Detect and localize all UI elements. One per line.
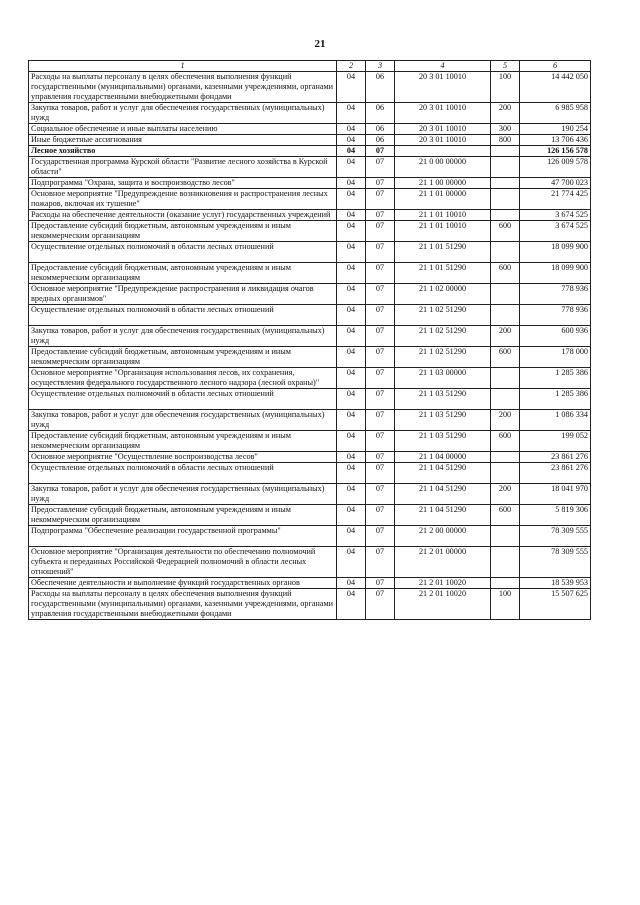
row-amount: 1 285 386 <box>520 368 591 389</box>
row-subsection: 07 <box>366 368 395 389</box>
row-subsection: 06 <box>366 72 395 103</box>
row-expense-type <box>491 526 520 547</box>
table-row <box>29 347 591 368</box>
row-expense-type <box>491 578 520 589</box>
row-expense-type: 600 <box>491 221 520 242</box>
row-amount: 18 041 970 <box>520 484 591 505</box>
row-expense-type <box>491 284 520 305</box>
row-section: 04 <box>337 146 366 157</box>
row-amount: 190 254 <box>520 124 591 135</box>
table-row <box>29 210 591 221</box>
row-target-article: 21 2 01 00000 <box>395 547 491 578</box>
row-name: Основное мероприятие "Предупреждение возникновения и распространения лесных пожаров, включая их тушение" <box>29 189 337 210</box>
table-row <box>29 178 591 189</box>
row-section: 04 <box>337 589 366 620</box>
row-expense-type: 100 <box>491 589 520 620</box>
row-amount: 18 099 900 <box>520 263 591 284</box>
table-row <box>29 135 591 146</box>
row-subsection: 07 <box>366 242 395 263</box>
row-expense-type <box>491 210 520 221</box>
row-subsection: 07 <box>366 578 395 589</box>
row-target-article: 20 3 01 10010 <box>395 103 491 124</box>
header-cell: 2 <box>337 61 366 72</box>
row-section: 04 <box>337 157 366 178</box>
table-row <box>29 146 591 157</box>
row-section: 04 <box>337 305 366 326</box>
row-section: 04 <box>337 389 366 410</box>
row-name: Предоставление субсидий бюджетным, автономным учреждениям и иным некоммерческим организациям <box>29 505 337 526</box>
row-subsection: 07 <box>366 505 395 526</box>
row-name: Предоставление субсидий бюджетным, автономным учреждениям и иным некоммерческим организациям <box>29 431 337 452</box>
row-target-article: 21 2 01 10020 <box>395 589 491 620</box>
row-section: 04 <box>337 124 366 135</box>
row-expense-type <box>491 242 520 263</box>
row-name: Лесное хозяйство <box>29 146 337 157</box>
row-amount: 23 861 276 <box>520 463 591 484</box>
row-subsection: 07 <box>366 484 395 505</box>
row-subsection: 07 <box>366 189 395 210</box>
row-expense-type: 200 <box>491 326 520 347</box>
row-name: Подпрограмма "Обеспечение реализации государственной программы" <box>29 526 337 547</box>
table-row <box>29 463 591 484</box>
row-section: 04 <box>337 410 366 431</box>
table-row <box>29 589 591 620</box>
row-target-article: 21 1 01 10010 <box>395 221 491 242</box>
row-subsection: 07 <box>366 589 395 620</box>
row-target-article: 20 3 01 10010 <box>395 72 491 103</box>
row-subsection: 07 <box>366 326 395 347</box>
row-section: 04 <box>337 526 366 547</box>
row-subsection: 07 <box>366 526 395 547</box>
row-name: Осуществление отдельных полномочий в области лесных отношений <box>29 463 337 484</box>
row-target-article: 21 1 01 51290 <box>395 242 491 263</box>
row-amount: 78 309 555 <box>520 547 591 578</box>
row-amount: 18 099 900 <box>520 242 591 263</box>
row-name: Основное мероприятие "Осуществление воспроизводства лесов" <box>29 452 337 463</box>
row-section: 04 <box>337 189 366 210</box>
row-subsection: 07 <box>366 305 395 326</box>
row-target-article: 21 1 03 51290 <box>395 431 491 452</box>
table-row <box>29 103 591 124</box>
row-section: 04 <box>337 135 366 146</box>
row-target-article: 21 0 00 00000 <box>395 157 491 178</box>
row-target-article: 21 1 03 00000 <box>395 368 491 389</box>
row-expense-type: 100 <box>491 72 520 103</box>
row-expense-type <box>491 146 520 157</box>
row-name: Основное мероприятие "Организация деятельности по обеспечению полномочий субъекта и переданных Российской Федерацией полномочий в области лесных отношений" <box>29 547 337 578</box>
header-cell: 6 <box>520 61 591 72</box>
row-name: Иные бюджетные ассигнования <box>29 135 337 146</box>
row-expense-type: 600 <box>491 431 520 452</box>
row-target-article <box>395 146 491 157</box>
row-name: Расходы на выплаты персоналу в целях обеспечения выполнения функций государственными (муниципальными) органами, казенными учреждениями, органами управления государственными внебюджетными фондами <box>29 589 337 620</box>
row-amount: 78 309 555 <box>520 526 591 547</box>
row-name: Закупка товаров, работ и услуг для обеспечения государственных (муниципальных) нужд <box>29 103 337 124</box>
table-row <box>29 452 591 463</box>
row-name: Закупка товаров, работ и услуг для обеспечения государственных (муниципальных) нужд <box>29 410 337 431</box>
row-section: 04 <box>337 547 366 578</box>
table-row <box>29 410 591 431</box>
row-section: 04 <box>337 578 366 589</box>
table-row <box>29 242 591 263</box>
table-row <box>29 368 591 389</box>
row-expense-type <box>491 178 520 189</box>
row-name: Предоставление субсидий бюджетным, автономным учреждениям и иным некоммерческим организациям <box>29 263 337 284</box>
table-row <box>29 326 591 347</box>
row-name: Основное мероприятие "Предупреждение распространения и ликвидация очагов вредных организмов" <box>29 284 337 305</box>
row-subsection: 07 <box>366 431 395 452</box>
row-target-article: 21 1 02 51290 <box>395 326 491 347</box>
row-expense-type: 600 <box>491 347 520 368</box>
row-subsection: 07 <box>366 178 395 189</box>
row-amount: 1 086 334 <box>520 410 591 431</box>
header-row <box>29 61 591 72</box>
row-subsection: 07 <box>366 547 395 578</box>
table-row <box>29 189 591 210</box>
table-row <box>29 284 591 305</box>
row-target-article: 21 1 02 51290 <box>395 347 491 368</box>
row-expense-type: 200 <box>491 103 520 124</box>
row-name: Осуществление отдельных полномочий в области лесных отношений <box>29 242 337 263</box>
row-expense-type <box>491 452 520 463</box>
row-target-article: 21 1 04 00000 <box>395 452 491 463</box>
row-expense-type <box>491 189 520 210</box>
row-amount: 3 674 525 <box>520 210 591 221</box>
row-name: Государственная программа Курской области "Развитие лесного хозяйства в Курской области" <box>29 157 337 178</box>
row-section: 04 <box>337 242 366 263</box>
row-target-article: 21 1 04 51290 <box>395 505 491 526</box>
table-row <box>29 124 591 135</box>
row-section: 04 <box>337 221 366 242</box>
row-name: Расходы на выплаты персоналу в целях обеспечения выполнения функций государственными (муниципальными) органами, казенными учреждениями, органами управления государственными внебюджетными фондами <box>29 72 337 103</box>
table-row <box>29 263 591 284</box>
row-section: 04 <box>337 347 366 368</box>
row-subsection: 07 <box>366 221 395 242</box>
row-amount: 126 156 578 <box>520 146 591 157</box>
row-amount: 13 706 436 <box>520 135 591 146</box>
table-row <box>29 157 591 178</box>
row-section: 04 <box>337 72 366 103</box>
row-expense-type <box>491 305 520 326</box>
header-cell: 4 <box>395 61 491 72</box>
row-subsection: 07 <box>366 146 395 157</box>
row-section: 04 <box>337 326 366 347</box>
row-expense-type: 600 <box>491 263 520 284</box>
row-section: 04 <box>337 505 366 526</box>
header-cell: 5 <box>491 61 520 72</box>
row-subsection: 07 <box>366 210 395 221</box>
row-section: 04 <box>337 431 366 452</box>
budget-table <box>28 60 591 620</box>
row-subsection: 07 <box>366 157 395 178</box>
row-subsection: 07 <box>366 263 395 284</box>
row-subsection: 06 <box>366 135 395 146</box>
row-section: 04 <box>337 484 366 505</box>
row-expense-type <box>491 157 520 178</box>
row-name: Основное мероприятие "Организация использования лесов, их сохранения, осуществления федерального государственного лесного надзора (лесной охраны)" <box>29 368 337 389</box>
row-subsection: 07 <box>366 284 395 305</box>
row-name: Осуществление отдельных полномочий в области лесных отношений <box>29 389 337 410</box>
row-expense-type: 200 <box>491 484 520 505</box>
row-name: Осуществление отдельных полномочий в области лесных отношений <box>29 305 337 326</box>
row-target-article: 21 1 04 51290 <box>395 463 491 484</box>
table-row <box>29 431 591 452</box>
row-target-article: 20 3 01 10010 <box>395 124 491 135</box>
row-amount: 23 861 276 <box>520 452 591 463</box>
row-target-article: 21 1 01 10010 <box>395 210 491 221</box>
row-section: 04 <box>337 263 366 284</box>
row-target-article: 21 1 00 00000 <box>395 178 491 189</box>
table-row <box>29 505 591 526</box>
row-amount: 600 936 <box>520 326 591 347</box>
row-amount: 126 009 578 <box>520 157 591 178</box>
row-name: Закупка товаров, работ и услуг для обеспечения государственных (муниципальных) нужд <box>29 326 337 347</box>
header-cell: 1 <box>29 61 337 72</box>
row-subsection: 07 <box>366 389 395 410</box>
row-section: 04 <box>337 463 366 484</box>
row-target-article: 20 3 01 10010 <box>395 135 491 146</box>
row-expense-type <box>491 463 520 484</box>
row-amount: 6 985 958 <box>520 103 591 124</box>
row-name: Предоставление субсидий бюджетным, автономным учреждениям и иным некоммерческим организациям <box>29 347 337 368</box>
row-expense-type: 200 <box>491 410 520 431</box>
row-amount: 1 285 386 <box>520 389 591 410</box>
row-amount: 199 052 <box>520 431 591 452</box>
row-target-article: 21 1 02 51290 <box>395 305 491 326</box>
row-section: 04 <box>337 452 366 463</box>
row-section: 04 <box>337 284 366 305</box>
row-target-article: 21 1 02 00000 <box>395 284 491 305</box>
row-amount: 15 507 625 <box>520 589 591 620</box>
row-expense-type <box>491 368 520 389</box>
row-amount: 778 936 <box>520 284 591 305</box>
row-name: Предоставление субсидий бюджетным, автономным учреждениям и иным некоммерческим организациям <box>29 221 337 242</box>
table-row <box>29 221 591 242</box>
table-row <box>29 526 591 547</box>
row-subsection: 07 <box>366 410 395 431</box>
row-target-article: 21 1 01 51290 <box>395 263 491 284</box>
row-name: Закупка товаров, работ и услуг для обеспечения государственных (муниципальных) нужд <box>29 484 337 505</box>
row-expense-type: 600 <box>491 505 520 526</box>
row-expense-type <box>491 389 520 410</box>
row-target-article: 21 1 03 51290 <box>395 410 491 431</box>
table-row <box>29 578 591 589</box>
table-row <box>29 547 591 578</box>
table-row <box>29 389 591 410</box>
row-section: 04 <box>337 368 366 389</box>
table-row <box>29 484 591 505</box>
row-target-article: 21 1 01 00000 <box>395 189 491 210</box>
row-expense-type: 800 <box>491 135 520 146</box>
row-amount: 18 539 953 <box>520 578 591 589</box>
table-row <box>29 72 591 103</box>
row-amount: 21 774 425 <box>520 189 591 210</box>
row-amount: 14 442 050 <box>520 72 591 103</box>
row-name: Социальное обеспечение и иные выплаты населению <box>29 124 337 135</box>
row-amount: 3 674 525 <box>520 221 591 242</box>
row-name: Обеспечение деятельности и выполнение функций государственных органов <box>29 578 337 589</box>
row-amount: 47 700 023 <box>520 178 591 189</box>
row-section: 04 <box>337 210 366 221</box>
row-expense-type <box>491 547 520 578</box>
row-amount: 5 819 306 <box>520 505 591 526</box>
table-row <box>29 305 591 326</box>
row-target-article: 21 1 03 51290 <box>395 389 491 410</box>
row-section: 04 <box>337 178 366 189</box>
row-section: 04 <box>337 103 366 124</box>
row-target-article: 21 2 01 10020 <box>395 578 491 589</box>
row-subsection: 06 <box>366 124 395 135</box>
row-subsection: 07 <box>366 463 395 484</box>
row-target-article: 21 1 04 51290 <box>395 484 491 505</box>
row-subsection: 07 <box>366 452 395 463</box>
row-subsection: 07 <box>366 347 395 368</box>
row-amount: 178 000 <box>520 347 591 368</box>
row-name: Расходы на обеспечение деятельности (оказание услуг) государственных учреждений <box>29 210 337 221</box>
header-cell: 3 <box>366 61 395 72</box>
row-name: Подпрограмма "Охрана, защита и воспроизводство лесов" <box>29 178 337 189</box>
page-number: 21 <box>314 38 326 50</box>
row-subsection: 06 <box>366 103 395 124</box>
row-target-article: 21 2 00 00000 <box>395 526 491 547</box>
row-expense-type: 300 <box>491 124 520 135</box>
row-amount: 778 936 <box>520 305 591 326</box>
